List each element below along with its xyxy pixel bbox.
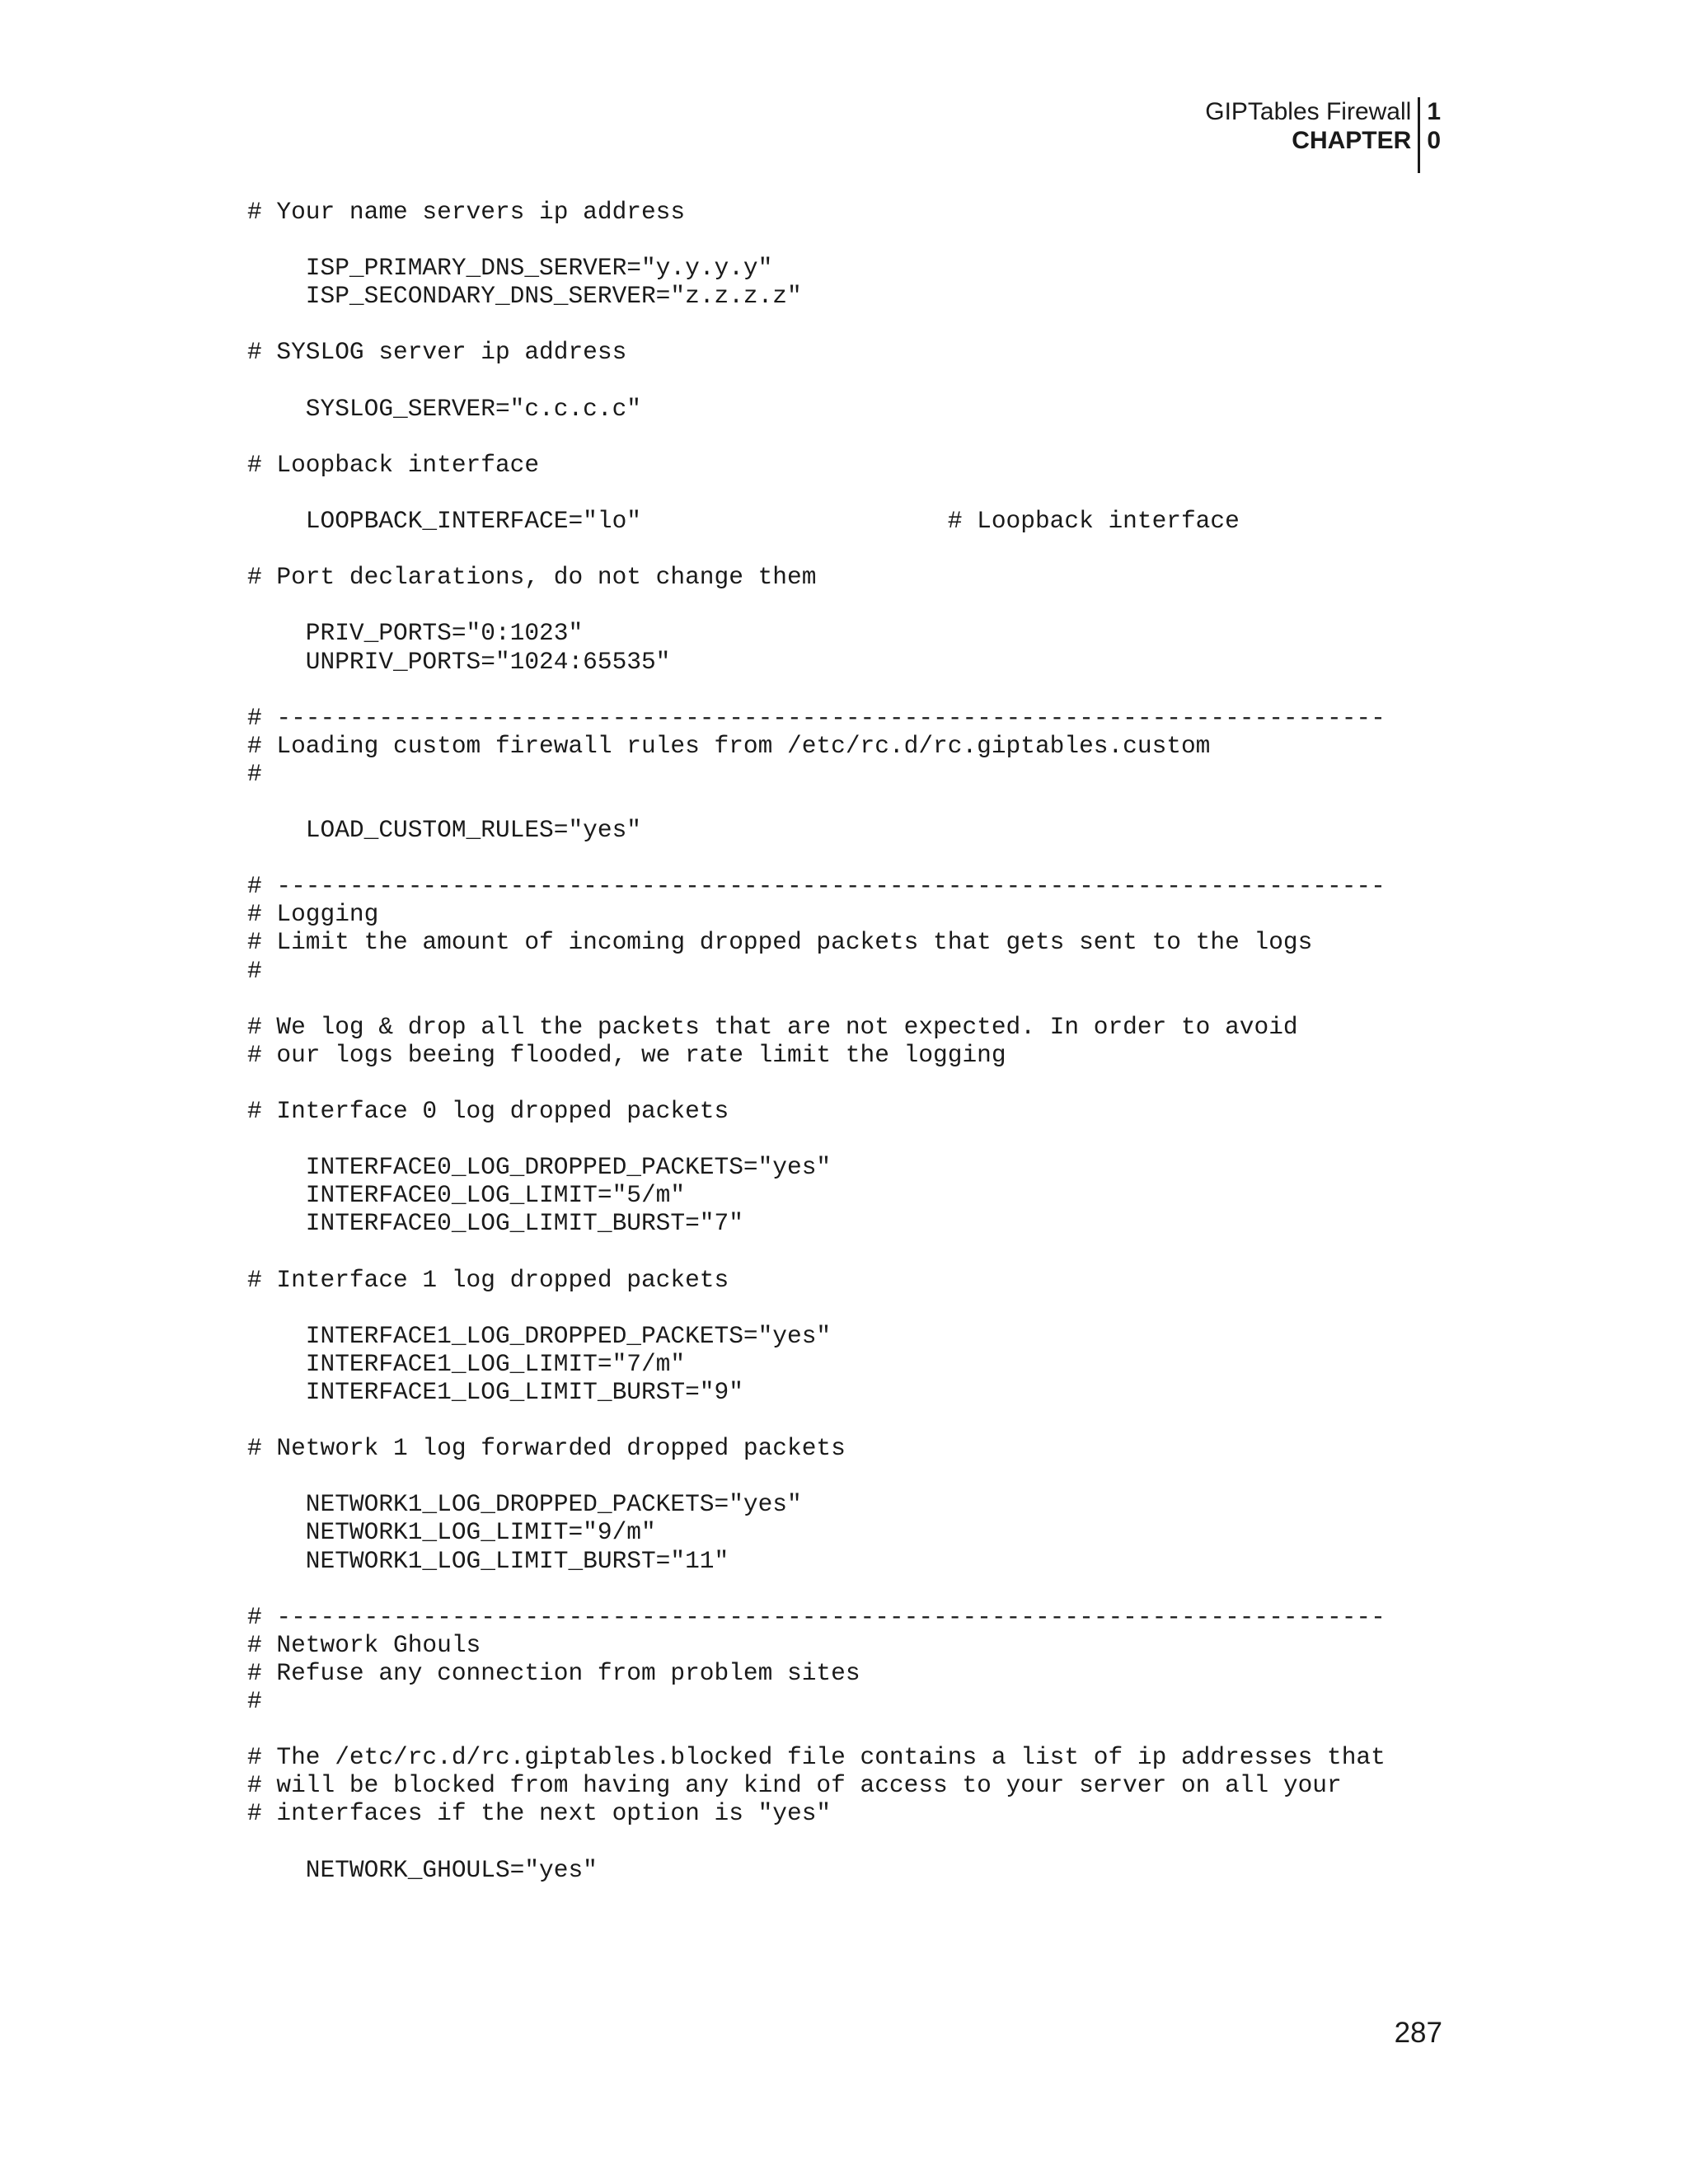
code-line: # Logging (247, 900, 379, 929)
code-line: # ---------------------------------------------------------------------------- (247, 872, 1386, 901)
code-line: # Refuse any connection from problem sites (247, 1658, 860, 1687)
code-line: UNPRIV_PORTS="1024:65535" (247, 647, 671, 676)
code-line: # (247, 956, 262, 985)
running-header (1205, 97, 1441, 173)
code-line: # Loading custom firewall rules from /etc/rc.d/rc.giptables.custom (247, 731, 1211, 760)
code-line: ISP_PRIMARY_DNS_SERVER="y.y.y.y" (247, 254, 773, 283)
page-number: 287 (1394, 2017, 1442, 2049)
code-line: # Limit the amount of incoming dropped packets that gets sent to the logs (247, 928, 1313, 957)
code-line: # We log & drop all the packets that are not expected. In order to avoid (247, 1012, 1298, 1041)
code-line (247, 985, 1386, 1013)
code-line: # Interface 0 log dropped packets (247, 1097, 729, 1125)
header-title: GIPTables Firewall (1205, 98, 1412, 125)
code-line: # interfaces if the next option is "yes" (247, 1799, 832, 1828)
code-line: INTERFACE0_LOG_LIMIT="5/m" (247, 1181, 686, 1210)
code-line: # Interface 1 log dropped packets (247, 1265, 729, 1294)
chapter-number-digit-1: 1 (1427, 98, 1441, 125)
code-line (247, 367, 1386, 395)
header-chapter-label: CHAPTER (1292, 127, 1412, 154)
code-line: NETWORK_GHOULS="yes" (247, 1855, 598, 1884)
header-text (1205, 97, 1418, 173)
code-line (247, 676, 1386, 704)
code-line (247, 1462, 1386, 1490)
code-line: # Network Ghouls (247, 1630, 481, 1659)
code-line (247, 1069, 1386, 1097)
code-line: # (247, 759, 262, 788)
code-line: # Your name servers ip address (247, 198, 686, 226)
code-line: NETWORK1_LOG_LIMIT="9/m" (247, 1518, 656, 1547)
code-line (247, 423, 1386, 451)
code-line (247, 1715, 1386, 1743)
code-line: # (247, 1686, 262, 1715)
code-line: SYSLOG_SERVER="c.c.c.c" (247, 394, 641, 423)
code-line: INTERFACE0_LOG_DROPPED_PACKETS="yes" (247, 1153, 832, 1182)
code-line (247, 1827, 1386, 1855)
code-line (247, 1406, 1386, 1434)
code-line (247, 535, 1386, 563)
code-line (247, 1294, 1386, 1322)
code-line: # Port declarations, do not change them (247, 563, 817, 592)
code-line: INTERFACE1_LOG_LIMIT_BURST="9" (247, 1377, 743, 1406)
header-chapter-number (1420, 97, 1441, 173)
code-line: INTERFACE0_LOG_LIMIT_BURST="7" (247, 1209, 743, 1238)
code-line (247, 226, 1386, 254)
code-line: # our logs beeing flooded, we rate limit the logging (247, 1040, 1006, 1069)
code-line: # ---------------------------------------------------------------------------- (247, 1602, 1386, 1631)
code-line (247, 788, 1386, 816)
code-line (247, 1237, 1386, 1265)
code-line: # will be blocked from having any kind of access to your server on all your (247, 1771, 1342, 1800)
code-line (247, 479, 1386, 507)
code-line: # Network 1 log forwarded dropped packets (247, 1434, 846, 1463)
code-line: INTERFACE1_LOG_DROPPED_PACKETS="yes" (247, 1321, 832, 1350)
code-line (247, 844, 1386, 872)
code-line: # The /etc/rc.d/rc.giptables.blocked file contains a list of ip addresses that (247, 1743, 1386, 1772)
code-listing (247, 198, 1386, 1884)
code-line: INTERFACE1_LOG_LIMIT="7/m" (247, 1349, 686, 1378)
code-line: # Loopback interface (247, 450, 540, 479)
code-line (247, 591, 1386, 619)
code-line: ISP_SECONDARY_DNS_SERVER="z.z.z.z" (247, 282, 802, 311)
code-line: NETWORK1_LOG_DROPPED_PACKETS="yes" (247, 1490, 802, 1519)
code-line: # SYSLOG server ip address (247, 338, 627, 367)
code-line: LOOPBACK_INTERFACE="lo" # Loopback interface (247, 507, 1240, 536)
code-line: # ---------------------------------------------------------------------------- (247, 703, 1386, 732)
code-line (247, 1575, 1386, 1603)
code-line (247, 310, 1386, 338)
code-line: PRIV_PORTS="0:1023" (247, 619, 584, 648)
code-line: LOAD_CUSTOM_RULES="yes" (247, 816, 641, 845)
code-line (247, 1125, 1386, 1153)
code-line: NETWORK1_LOG_LIMIT_BURST="11" (247, 1546, 729, 1575)
chapter-number-digit-2: 0 (1427, 127, 1441, 154)
